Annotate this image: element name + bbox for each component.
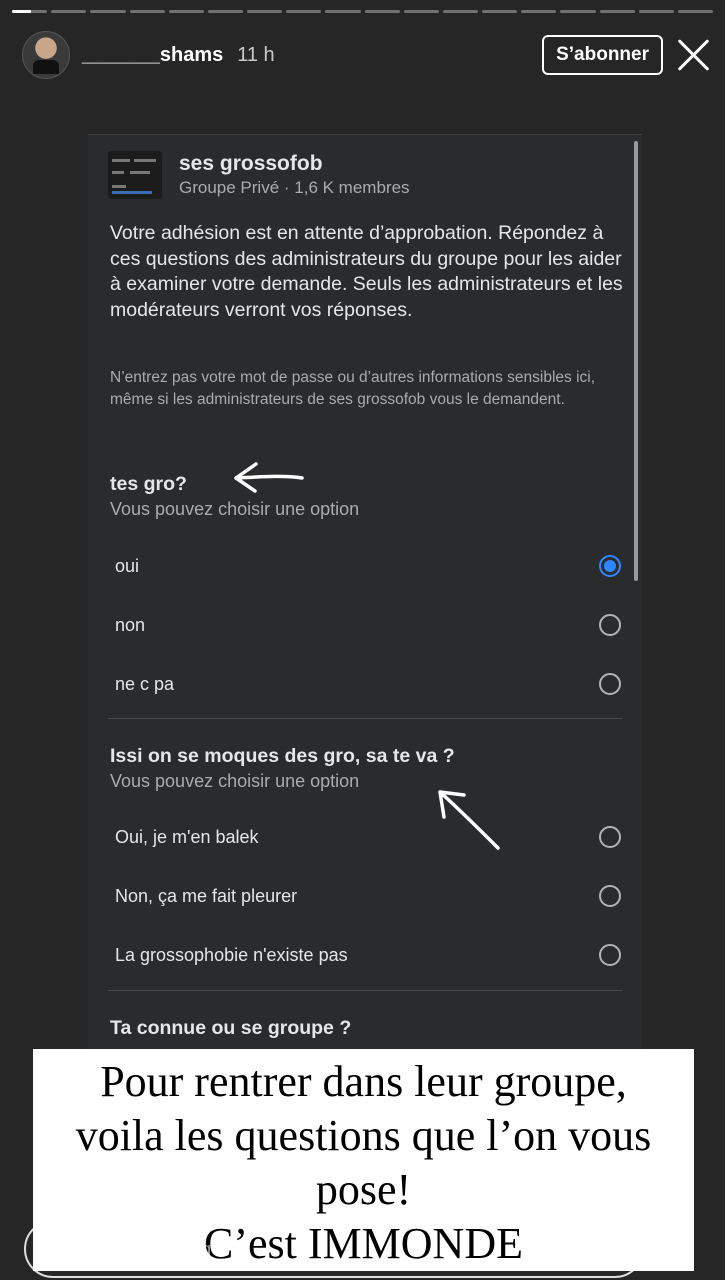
post-time: 11 h bbox=[237, 43, 275, 66]
radio-icon[interactable] bbox=[599, 885, 621, 907]
story-segment bbox=[130, 10, 165, 13]
story-segment bbox=[365, 10, 400, 13]
divider bbox=[108, 990, 622, 991]
option-label: oui bbox=[115, 555, 140, 576]
question-title: Issi on se moques des gro, sa te va ? bbox=[110, 745, 455, 767]
radio-icon[interactable] bbox=[599, 826, 621, 848]
caption-line: pose! bbox=[315, 1165, 412, 1214]
story-header bbox=[22, 30, 711, 80]
story-segment bbox=[208, 10, 243, 13]
story-segment bbox=[482, 10, 517, 13]
group-header bbox=[108, 151, 410, 199]
caption-line: voila les questions que l’on vous bbox=[75, 1111, 652, 1160]
divider bbox=[108, 718, 622, 719]
story-segment bbox=[560, 10, 595, 13]
more-options-icon[interactable]: ••• bbox=[588, 1233, 622, 1263]
option-label: non bbox=[115, 614, 146, 635]
send-icon[interactable] bbox=[658, 1232, 694, 1266]
follow-button[interactable]: S’abonner bbox=[542, 35, 663, 75]
option-non[interactable] bbox=[115, 605, 621, 645]
story-progress-bar bbox=[12, 10, 713, 13]
password-warning-text: N’entrez pas votre mot de passe ou d’autres informations sensibles ici, même si les administrateurs de ses grossofob vous le demandent. bbox=[110, 369, 596, 408]
radio-icon[interactable] bbox=[599, 944, 621, 966]
story-segment bbox=[51, 10, 86, 13]
option-ne-c-pa[interactable] bbox=[115, 664, 621, 704]
question-title: Ta connue ou se groupe ? bbox=[110, 1017, 352, 1039]
option-non-pleurer[interactable] bbox=[115, 876, 621, 916]
radio-selected-icon[interactable] bbox=[599, 555, 621, 577]
radio-icon[interactable] bbox=[599, 673, 621, 695]
up-left-arrow-annotation-icon bbox=[430, 782, 510, 854]
left-arrow-annotation-icon bbox=[228, 458, 308, 498]
story-segment bbox=[404, 10, 439, 13]
question-2 bbox=[110, 743, 630, 793]
story-segment bbox=[286, 10, 321, 13]
story-segment bbox=[443, 10, 478, 13]
option-oui-balek[interactable] bbox=[115, 817, 621, 857]
pending-approval-text: Votre adhésion est en attente d’approbation. Répondez à ces questions des administrateurs du groupe pour les aider à examiner votre demande. Seuls les administrateurs et les modérateurs verront vos réponses. bbox=[110, 222, 623, 321]
option-label: ne c pa bbox=[115, 673, 175, 694]
story-segment bbox=[678, 10, 713, 13]
embedded-screenshot bbox=[88, 134, 642, 1055]
option-grossophobie[interactable] bbox=[115, 935, 621, 975]
story-segment bbox=[521, 10, 556, 13]
option-label: Non, ça me fait pleurer bbox=[115, 885, 298, 906]
question-hint: Vous pouvez choisir une option bbox=[110, 499, 360, 519]
option-label: La grossophobie n'existe pas bbox=[115, 944, 348, 965]
story-segment bbox=[169, 10, 204, 13]
group-meta: Groupe Privé · 1,6 K membres bbox=[179, 178, 410, 197]
option-label: Oui, je m'en balek bbox=[115, 826, 259, 847]
username[interactable]: _______shams bbox=[82, 43, 224, 66]
story-segment bbox=[639, 10, 674, 13]
question-title: tes gro? bbox=[110, 473, 187, 495]
story-segment bbox=[90, 10, 125, 13]
scrollbar bbox=[634, 141, 638, 581]
close-icon[interactable] bbox=[677, 38, 711, 72]
question-hint: Vous pouvez choisir une option bbox=[110, 771, 360, 791]
group-name: ses grossofob bbox=[179, 152, 323, 175]
option-oui[interactable] bbox=[115, 546, 621, 586]
story-segment bbox=[600, 10, 635, 13]
group-cover-thumbnail bbox=[108, 151, 162, 199]
question-1 bbox=[110, 471, 630, 521]
radio-icon[interactable] bbox=[599, 614, 621, 636]
story-segment bbox=[12, 10, 47, 13]
caption-line: C’est IMMONDE bbox=[204, 1219, 523, 1268]
caption-line: Pour rentrer dans leur groupe, bbox=[100, 1057, 627, 1106]
story-segment bbox=[247, 10, 282, 13]
message-input[interactable] bbox=[24, 1220, 644, 1278]
avatar[interactable] bbox=[22, 31, 70, 79]
story-segment-fill bbox=[12, 10, 31, 13]
question-3 bbox=[110, 1015, 630, 1041]
story-segment bbox=[325, 10, 360, 13]
